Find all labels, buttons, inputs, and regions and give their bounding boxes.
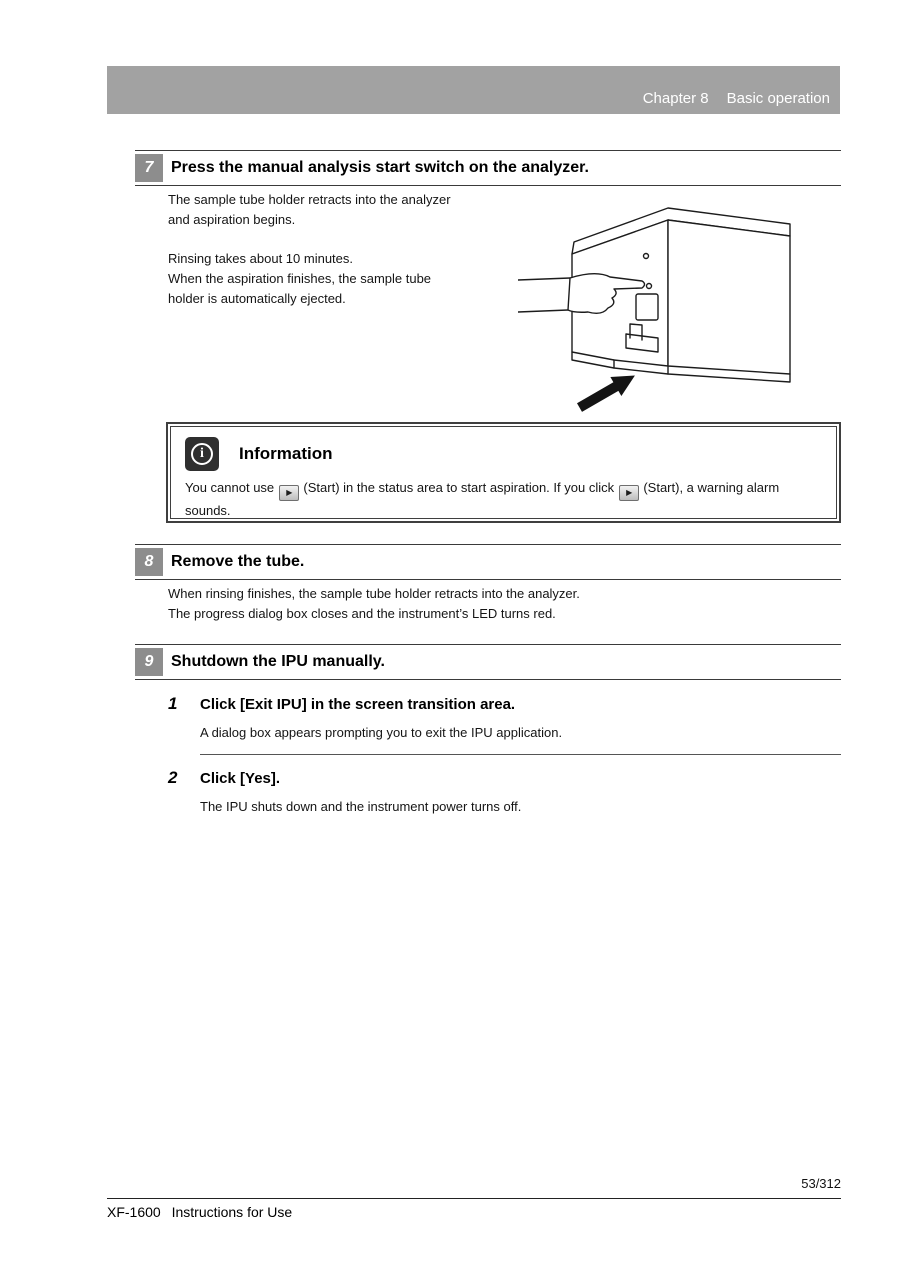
doc-name: Instructions for Use xyxy=(171,1204,293,1220)
step-8-body xyxy=(168,584,841,624)
body-line: The progress dialog box closes and the instrument’s LED turns red. xyxy=(168,606,556,621)
step-9-heading xyxy=(135,644,841,680)
substep-2-title: Click [Yes]. xyxy=(200,770,281,787)
start-icon xyxy=(619,485,639,501)
start-icon xyxy=(279,485,299,501)
body-line: The sample tube holder retracts into the analyzer xyxy=(168,192,451,207)
information-header xyxy=(185,437,822,471)
substep-1 xyxy=(168,693,841,755)
info-text-segment: (Start), a warning alarm sounds. xyxy=(185,480,780,518)
footer-rule xyxy=(107,1198,841,1199)
play-glyph: ▶ xyxy=(626,488,633,497)
substep-2-number: 2 xyxy=(168,768,178,787)
step-8-section xyxy=(135,544,841,624)
substep-1-heading xyxy=(168,693,841,717)
step-9-section xyxy=(135,644,841,816)
footer-page-number: 53/312 xyxy=(801,1176,841,1191)
info-i-glyph: i xyxy=(191,443,213,465)
information-box-inner xyxy=(170,426,837,519)
info-text-segment: You cannot use xyxy=(185,480,275,495)
substep-2-heading xyxy=(168,767,841,791)
step-9-title: Shutdown the IPU manually. xyxy=(171,653,385,670)
substep-2-body: The IPU shuts down and the instrument power turns off. xyxy=(200,799,522,814)
substep-divider xyxy=(200,754,841,755)
substep-2 xyxy=(168,767,841,816)
substep-1-number: 1 xyxy=(168,694,178,713)
chapter-header xyxy=(107,66,840,114)
step-8-number-badge: 8 xyxy=(135,548,163,576)
chapter-label: Chapter 8 xyxy=(642,90,709,107)
footer-doc-title xyxy=(107,1204,292,1220)
information-box xyxy=(166,422,841,523)
step-7-title: Press the manual analysis start switch on the analyzer. xyxy=(171,159,589,176)
body-line: holder is automatically ejected. xyxy=(168,291,346,306)
information-text xyxy=(185,478,822,520)
substep-1-body: A dialog box appears prompting you to exit the IPU application. xyxy=(200,725,563,740)
step-7-heading xyxy=(135,150,841,186)
body-line: When rinsing finishes, the sample tube holder retracts into the analyzer. xyxy=(168,586,580,601)
play-glyph: ▶ xyxy=(286,488,293,497)
info-text-segment: (Start) in the status area to start aspiration. If you click xyxy=(303,480,615,495)
information-icon xyxy=(185,437,219,471)
step-8-title: Remove the tube. xyxy=(171,553,305,570)
body-line: and aspiration begins. xyxy=(168,212,296,227)
step-7-number-badge: 7 xyxy=(135,154,163,182)
body-line: Rinsing takes about 10 minutes. xyxy=(168,251,353,266)
substep-1-title: Click [Exit IPU] in the screen transition area. xyxy=(200,696,516,713)
section-label: Basic operation xyxy=(726,90,830,107)
doc-model: XF-1600 xyxy=(107,1204,161,1220)
step-8-heading xyxy=(135,544,841,580)
information-title: Information xyxy=(239,444,333,463)
step-9-number-badge: 9 xyxy=(135,648,163,676)
body-line: When the aspiration finishes, the sample tube xyxy=(168,271,432,286)
analyzer-illustration xyxy=(518,194,810,412)
